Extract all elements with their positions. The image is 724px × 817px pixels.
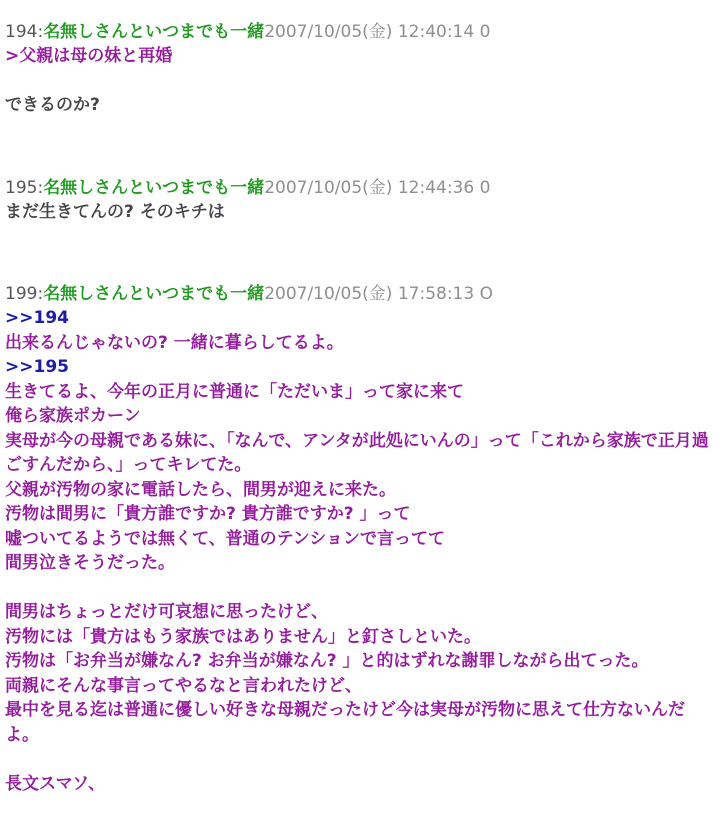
post (5, 176, 716, 225)
quote-line: 汚物は「お弁当が嫌なん? お弁当が嫌なん? 」と的はずれな謝罪しながら出てった。 (5, 651, 649, 671)
post (5, 282, 716, 796)
reply-anchor-link[interactable]: >>194 (5, 308, 69, 328)
quote-line: 両親にそんな事言ってやるなと言われたけど、 (5, 675, 362, 696)
post-number: 199 (5, 284, 38, 304)
post-header (5, 176, 716, 200)
post-body (5, 306, 716, 796)
post-header (5, 20, 716, 44)
quote-line: 汚物には「貴方はもう家族ではありません」と釘さしといた。 (5, 626, 481, 647)
quote-line: 父親が汚物の家に電話したら、間男が迎えに来た。 (5, 479, 396, 500)
blank-line (5, 576, 716, 601)
quote-line: 長文スマソ、 (5, 773, 105, 794)
post-date: 2007/10/05(金) 12:44:36 0 (264, 177, 491, 198)
quote-line: 間男泣きそうだった。 (5, 553, 175, 573)
quote-line: 嘘ついてるようでは無くて、普通のテンションで言ってて (5, 528, 446, 549)
text-line: できるのか? (5, 95, 100, 115)
post-body (5, 200, 716, 225)
post (5, 20, 716, 118)
quote-line: >父親は母の妹と再婚 (5, 46, 173, 66)
post-author: 名無しさんといつまでも一緒 (43, 22, 265, 42)
post-number: 194 (5, 22, 38, 42)
quote-line: 俺ら家族ポカーン (5, 406, 141, 426)
text-line: まだ生きてんの? そのキチは (5, 201, 225, 222)
reply-anchor-link[interactable]: >>195 (5, 357, 69, 377)
post-author: 名無しさんといつまでも一緒 (43, 177, 265, 198)
quote-line: 生きてるよ、今年の正月に普通に「ただいま」って家に来て (5, 381, 464, 402)
post-body (5, 44, 716, 118)
post-number-separator: : (37, 22, 44, 42)
blank-line (5, 747, 716, 772)
quote-line: 間男はちょっとだけ可哀想に思ったけど、 (5, 602, 328, 622)
quote-line: 汚物は間男に「貴方誰ですか? 貴方誰ですか? 」って (5, 504, 411, 524)
post-date: 2007/10/05(金) 12:40:14 0 (264, 22, 491, 42)
blank-line (5, 69, 716, 94)
quote-line: 出来るんじゃないの? 一緒に暮らしてるよ。 (5, 332, 344, 353)
post-number-separator: : (37, 177, 44, 198)
quote-line: 最中を見る迄は普通に優しい好きな母親だったけど今は実母が汚物に思えて仕方ないんだよ。 (5, 700, 685, 745)
post-header (5, 282, 716, 306)
post-number-separator: : (37, 284, 44, 304)
post-date: 2007/10/05(金) 17:58:13 O (264, 284, 493, 304)
quote-line: 実母が今の母親である妹に、「なんで、アンタが此処にいんの」って「これから家族で正月過ごすんだから、」ってキレてた。 (5, 430, 709, 475)
post-number: 195 (5, 177, 38, 198)
post-author: 名無しさんといつまでも一緒 (43, 284, 265, 304)
